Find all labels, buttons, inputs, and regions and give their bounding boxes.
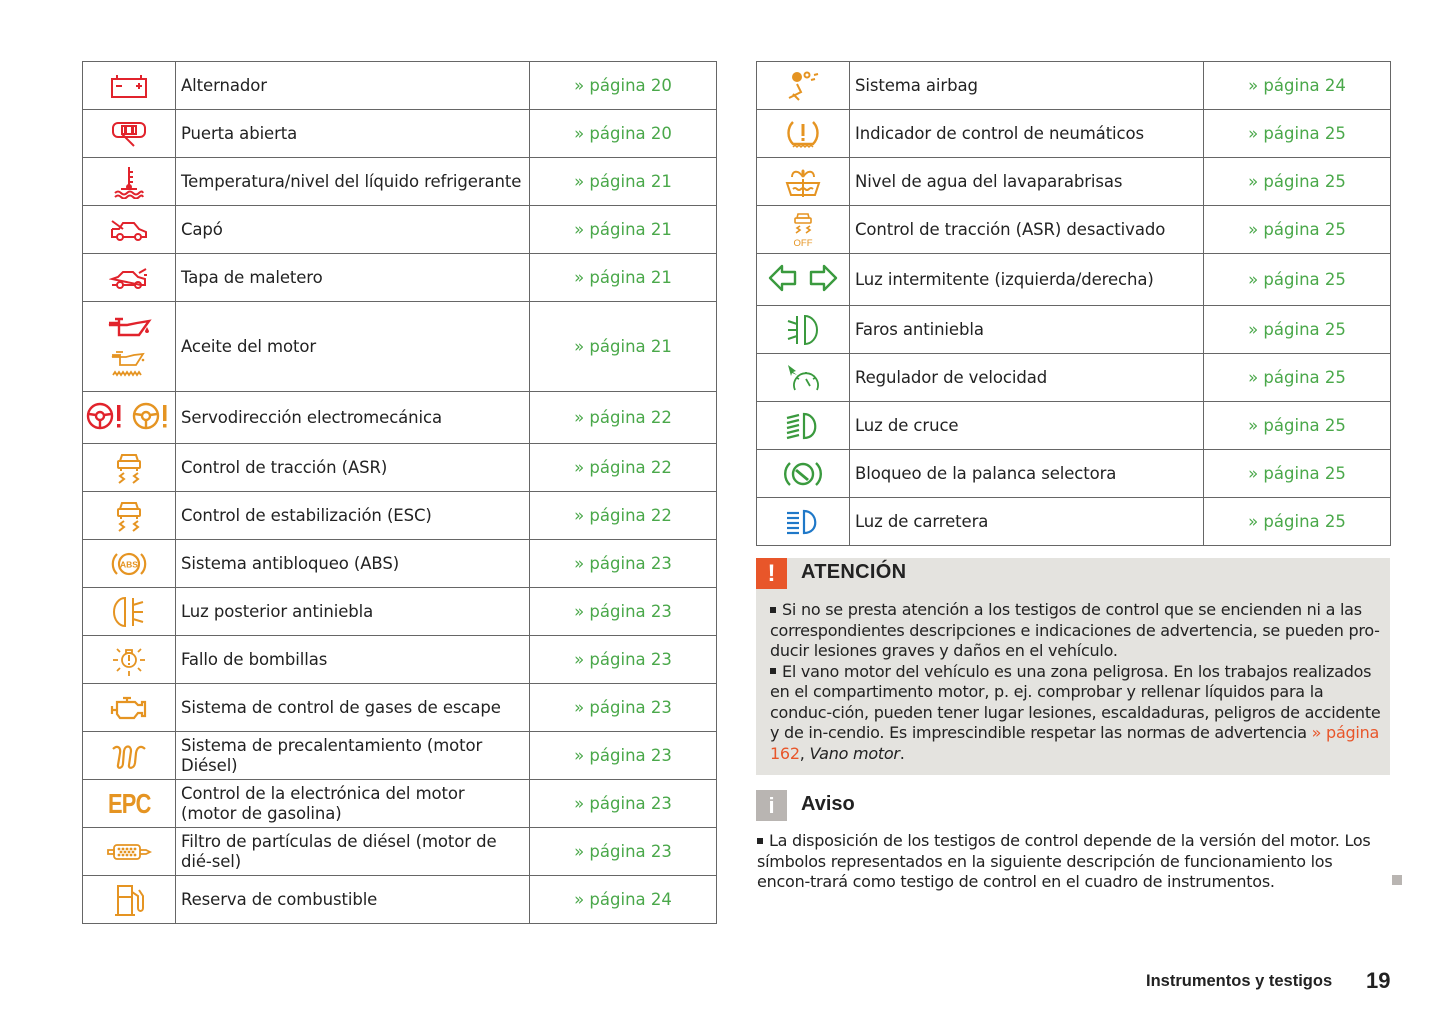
warning-icon: ! — [756, 558, 787, 589]
icon-cell — [757, 110, 850, 158]
power-steering-amber-icon — [132, 401, 172, 431]
oil-level-icon — [109, 349, 149, 379]
right-indicator-table — [756, 61, 1391, 546]
icon-cell — [83, 254, 176, 302]
page-reference-link[interactable]: » página 21 — [530, 254, 717, 302]
table-row — [757, 206, 1391, 254]
table-row — [757, 62, 1391, 110]
page-reference-link[interactable]: » página 23 — [530, 588, 717, 636]
page-reference-link[interactable]: » página 22 — [530, 444, 717, 492]
page-reference-link[interactable]: » página 21 — [530, 302, 717, 392]
diesel-particle-filter-icon — [106, 841, 152, 863]
bonnet-open-icon — [109, 217, 149, 243]
warning-title: ATENCIÓN — [801, 561, 907, 583]
indicator-label: Faros antiniebla — [850, 306, 1204, 354]
rear-fog-light-icon — [111, 595, 147, 629]
table-row — [83, 254, 717, 302]
table-row — [83, 392, 717, 444]
page-reference-link[interactable]: » página 25 — [1204, 402, 1391, 450]
left-indicator-table — [82, 61, 717, 924]
bullet-icon — [770, 668, 776, 674]
icon-cell — [757, 206, 850, 254]
page-reference-link[interactable]: » página 23 — [530, 828, 717, 876]
indicator-label: Servodirección electromecánica — [176, 392, 530, 444]
high-beam-icon — [784, 508, 822, 536]
table-row — [757, 158, 1391, 206]
indicator-label: Temperatura/nivel del líquido refrigerante — [176, 158, 530, 206]
indicator-label: Sistema de precalentamiento (motor Diésel) — [176, 732, 530, 780]
icon-cell — [83, 444, 176, 492]
icon-cell — [83, 110, 176, 158]
note-body: La disposición de los testigos de control depende de la versión del motor. Los símbolos representados en la siguiente descripción de funcionamiento los encon-trará como testigo de control en el cuadro de instrumentos. — [757, 831, 1371, 891]
indicator-label: Puerta abierta — [176, 110, 530, 158]
indicator-label: Tapa de maletero — [176, 254, 530, 302]
table-row — [757, 306, 1391, 354]
section-end-marker — [1392, 875, 1402, 885]
front-fog-light-icon — [785, 313, 821, 347]
icon-cell — [83, 540, 176, 588]
icon-cell — [757, 306, 850, 354]
indicator-label: Reserva de combustible — [176, 876, 530, 924]
table-row — [83, 158, 717, 206]
page-reference-link[interactable]: » página 25 — [1204, 498, 1391, 546]
page-reference-link[interactable]: » página 20 — [530, 110, 717, 158]
icon-cell — [83, 492, 176, 540]
selector-lever-lock-icon — [784, 458, 822, 490]
bullet-icon — [770, 607, 776, 613]
table-row — [83, 876, 717, 924]
indicator-label: Capó — [176, 206, 530, 254]
traction-control-icon — [112, 451, 146, 485]
coolant-temperature-icon — [112, 165, 146, 199]
page-reference-link[interactable]: » página 23 — [530, 732, 717, 780]
page-reference-link[interactable]: » página 23 — [530, 540, 717, 588]
icon-cell — [757, 450, 850, 498]
stability-control-icon — [112, 499, 146, 533]
bulb-failure-icon — [111, 643, 147, 677]
svg-text:OFF: OFF — [793, 237, 813, 248]
page-reference-link[interactable]: » página 25 — [1204, 206, 1391, 254]
page-reference-link[interactable]: » página 25 — [1204, 450, 1391, 498]
abs-icon — [110, 549, 148, 579]
indicator-label: Luz de carretera — [850, 498, 1204, 546]
warning-paragraph: Si no se presta atención a los testigos de control que se encienden ni a las correspondientes descripciones e indicaciones de advertencia, se pueden pro-ducir lesiones graves y daños en el vehículo. — [770, 600, 1380, 660]
warning-body — [770, 600, 1382, 764]
page-reference-link[interactable]: » página 25 — [1204, 158, 1391, 206]
door-open-icon — [110, 120, 148, 148]
indicator-label: Nivel de agua del lavaparabrisas — [850, 158, 1204, 206]
indicator-label: Regulador de velocidad — [850, 354, 1204, 402]
indicator-label: Indicador de control de neumáticos — [850, 110, 1204, 158]
turn-signal-left-icon — [768, 263, 798, 293]
icon-cell — [757, 354, 850, 402]
turn-signal-right-icon — [808, 263, 838, 293]
indicator-label: Sistema antibloqueo (ABS) — [176, 540, 530, 588]
icon-cell — [83, 780, 176, 828]
table-row — [83, 206, 717, 254]
tyre-pressure-icon — [785, 118, 821, 150]
table-row — [83, 828, 717, 876]
table-row — [757, 354, 1391, 402]
table-row — [83, 588, 717, 636]
page-reference-link[interactable]: » página 22 — [530, 492, 717, 540]
warning-paragraph: El vano motor del vehículo es una zona peligrosa. En los trabajos realizados en el compartimento motor, p. ej. comprobar y rellenar líquidos para la conduc-ción, pueden tener lugar lesiones, escaldaduras, peligros de accidente y de in-cendio. Es imprescindible respetar las normas de advertencia » página 162, Vano motor. — [770, 661, 1381, 763]
indicator-label: Control de la electrónica del motor (motor de gasolina) — [176, 780, 530, 828]
icon-cell — [83, 636, 176, 684]
table-row — [757, 254, 1391, 306]
note-title: Aviso — [801, 793, 855, 815]
bullet-icon — [757, 838, 763, 844]
table-row — [83, 732, 717, 780]
indicator-label: Fallo de bombillas — [176, 636, 530, 684]
reference-title: Vano motor — [809, 743, 900, 763]
icon-cell — [757, 498, 850, 546]
table-row — [757, 450, 1391, 498]
page-reference-link[interactable]: » página 25 — [1204, 110, 1391, 158]
footer-section-title: Instrumentos y testigos — [1146, 972, 1333, 990]
page-reference-link[interactable]: » página 23 — [530, 780, 717, 828]
table-row — [83, 110, 717, 158]
indicator-label: Filtro de partículas de diésel (motor de dié-sel) — [176, 828, 530, 876]
indicator-label: Sistema de control de gases de escape — [176, 684, 530, 732]
indicator-label: Control de estabilización (ESC) — [176, 492, 530, 540]
icon-cell — [757, 62, 850, 110]
icon-cell — [83, 302, 176, 392]
table-row — [757, 402, 1391, 450]
traction-control-off-icon — [789, 212, 817, 248]
info-icon: i — [756, 790, 787, 821]
icon-cell — [83, 684, 176, 732]
battery-icon — [110, 73, 148, 99]
svg-text:ABS: ABS — [120, 559, 138, 569]
icon-cell — [83, 206, 176, 254]
icon-cell — [83, 392, 176, 444]
glow-plug-icon — [109, 743, 149, 769]
low-beam-icon — [784, 411, 822, 441]
power-steering-red-icon — [86, 401, 126, 431]
icon-cell — [757, 402, 850, 450]
icon-cell — [83, 158, 176, 206]
icon-cell — [83, 588, 176, 636]
page-reference-link[interactable]: » página 21 — [530, 158, 717, 206]
table-row — [83, 684, 717, 732]
page-reference-link[interactable]: » página 25 — [1204, 254, 1391, 306]
page-reference-link[interactable]: » página 22 — [530, 392, 717, 444]
indicator-label: Control de tracción (ASR) desactivado — [850, 206, 1204, 254]
washer-fluid-icon — [784, 165, 822, 199]
icon-cell — [83, 732, 176, 780]
icon-cell — [757, 254, 850, 306]
indicator-label: Bloqueo de la palanca selectora — [850, 450, 1204, 498]
indicator-label: Alternador — [176, 62, 530, 110]
indicator-label: Luz posterior antiniebla — [176, 588, 530, 636]
icon-cell — [83, 876, 176, 924]
engine-check-icon — [109, 694, 149, 722]
icon-cell — [83, 62, 176, 110]
airbag-icon — [785, 70, 821, 102]
page-reference-link[interactable]: » página 24 — [530, 876, 717, 924]
page-reference-link[interactable]: » página 20 — [530, 62, 717, 110]
warning-box — [756, 558, 1390, 775]
icon-cell — [757, 158, 850, 206]
fuel-reserve-icon — [112, 882, 146, 918]
page-reference-link[interactable]: » página 23 — [530, 636, 717, 684]
boot-lid-icon — [109, 265, 149, 291]
indicator-label: Control de tracción (ASR) — [176, 444, 530, 492]
icon-cell — [83, 828, 176, 876]
table-row — [83, 444, 717, 492]
table-row — [757, 110, 1391, 158]
page-reference-link[interactable]: » página 21 — [530, 206, 717, 254]
indicator-label: Luz de cruce — [850, 402, 1204, 450]
cruise-control-icon — [785, 362, 821, 394]
indicator-label: Aceite del motor — [176, 302, 530, 392]
page-reference-link[interactable]: » página 162 — [770, 723, 1380, 763]
table-row — [83, 62, 717, 110]
page-number: 19 — [1366, 968, 1391, 993]
page-reference-link[interactable]: » página 23 — [530, 684, 717, 732]
indicator-label: Luz intermitente (izquierda/derecha) — [850, 254, 1204, 306]
page-reference-link[interactable]: » página 25 — [1204, 354, 1391, 402]
table-row — [757, 498, 1391, 546]
table-row — [83, 302, 717, 392]
table-row — [83, 540, 717, 588]
epc-icon: EPC — [107, 787, 151, 819]
table-row — [83, 780, 717, 828]
table-row — [83, 636, 717, 684]
oil-pressure-icon — [105, 315, 153, 345]
page-reference-link[interactable]: » página 25 — [1204, 306, 1391, 354]
indicator-label: Sistema airbag — [850, 62, 1204, 110]
table-row — [83, 492, 717, 540]
page-reference-link[interactable]: » página 24 — [1204, 62, 1391, 110]
